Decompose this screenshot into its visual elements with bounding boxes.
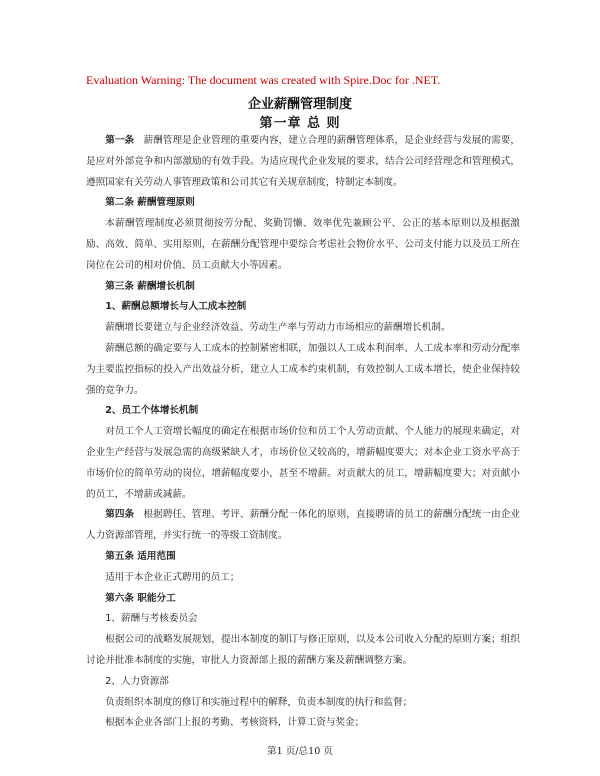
paragraph: 适用于本企业正式聘用的员工； — [105, 571, 240, 583]
article-1 — [86, 131, 520, 193]
paragraph: 1、薪酬与考核委员会 — [105, 613, 198, 625]
paragraph: 薪酬增长要建立与企业经济效益、劳动生产率与劳动力市场相应的薪酬增长机制。 — [105, 322, 451, 334]
section-heading: 第五条 适用范围 — [105, 550, 176, 562]
section-heading: 第三条 薪酬增长机制 — [105, 280, 195, 292]
paragraph: 2、人力资源部 — [105, 675, 169, 687]
document-title: 企业薪酬管理制度 — [247, 97, 352, 112]
article-text: 根据聘任、管理、考评、薪酬分配一体化的原则，直接聘请的员工的薪酬分配统一由企业人力资源部管理，并实行统一的等级工资制度。 — [86, 509, 521, 542]
article-4 — [86, 505, 520, 547]
paragraph: 负责组织本制度的修订和实施过程中的解释，负责本制度的执行和监督； — [105, 696, 413, 708]
chapter-heading: 第一章 总 则 — [259, 116, 341, 131]
section-heading: 第二条 薪酬管理原则 — [105, 197, 195, 209]
paragraph: 根据本企业各部门上报的考勤、考核资料，计算工资与奖金； — [105, 717, 365, 729]
paragraph: 根据公司的战略发展规划，提出本制度的制订与修正原则，以及本公司收入分配的原则方案；组织讨论并批准本制度的实施，审批人力资源部上报的薪酬方案及薪酬调整方案。 — [86, 634, 520, 666]
article-label: 第一条 — [105, 135, 135, 146]
section-heading: 第六条 职能分工 — [105, 592, 176, 604]
page-footer: 第1 页/总10 页 — [266, 746, 334, 757]
document-body — [86, 131, 520, 734]
paragraph: 对员工个人工资增长幅度的确定在根据市场价位和员工个人劳动贡献、个人能力的展现来确定，对企业生产经营与发展急需的高级紧缺人才，市场价位又较高的，增薪幅度要大；对本企业工资水平高于市场价位的简单劳动的岗位，增薪幅度要小，甚至不增薪。对贡献大的员工，增薪幅度要大；对贡献小的员工，不增薪或减薪。 — [86, 426, 520, 500]
article-text: 薪酬管理是企业管理的重要内容，建立合理的薪酬管理体系，是企业经营与发展的需要，是应对外部竞争和内部激励的有效手段。为适应现代企业发展的要求，结合公司经营理念和管理模式，遵照国家有关劳动人事管理政策和公司其它有关规章制度，特制定本制度。 — [86, 135, 521, 188]
paragraph: 本薪酬管理制度必须贯彻按劳分配、奖勤罚懒、效率优先兼顾公平、公正的基本原则以及根据激励、高效、简单、实用原则，在薪酬分配管理中要综合考虑社会物价水平、公司支付能力以及员工所在岗位在公司的相对价值、员工贡献大小等因素。 — [86, 218, 520, 271]
paragraph: 薪酬总额的确定要与人工成本的控制紧密相联，加强以人工成本利润率、人工成本率和劳动分配率为主要监控指标的投入产出效益分析，建立人工成本约束机制，有效控制人工成本增长，使企业保持较强的竞争力。 — [86, 342, 520, 396]
article-label: 第四条 — [105, 509, 135, 521]
subsection-heading: 2、员工个体增长机制 — [105, 405, 199, 417]
subsection-heading: 1、薪酬总额增长与人工成本控制 — [105, 301, 247, 313]
evaluation-warning: Evaluation Warning: The document was created with Spire.Doc for .NET. — [86, 73, 441, 87]
